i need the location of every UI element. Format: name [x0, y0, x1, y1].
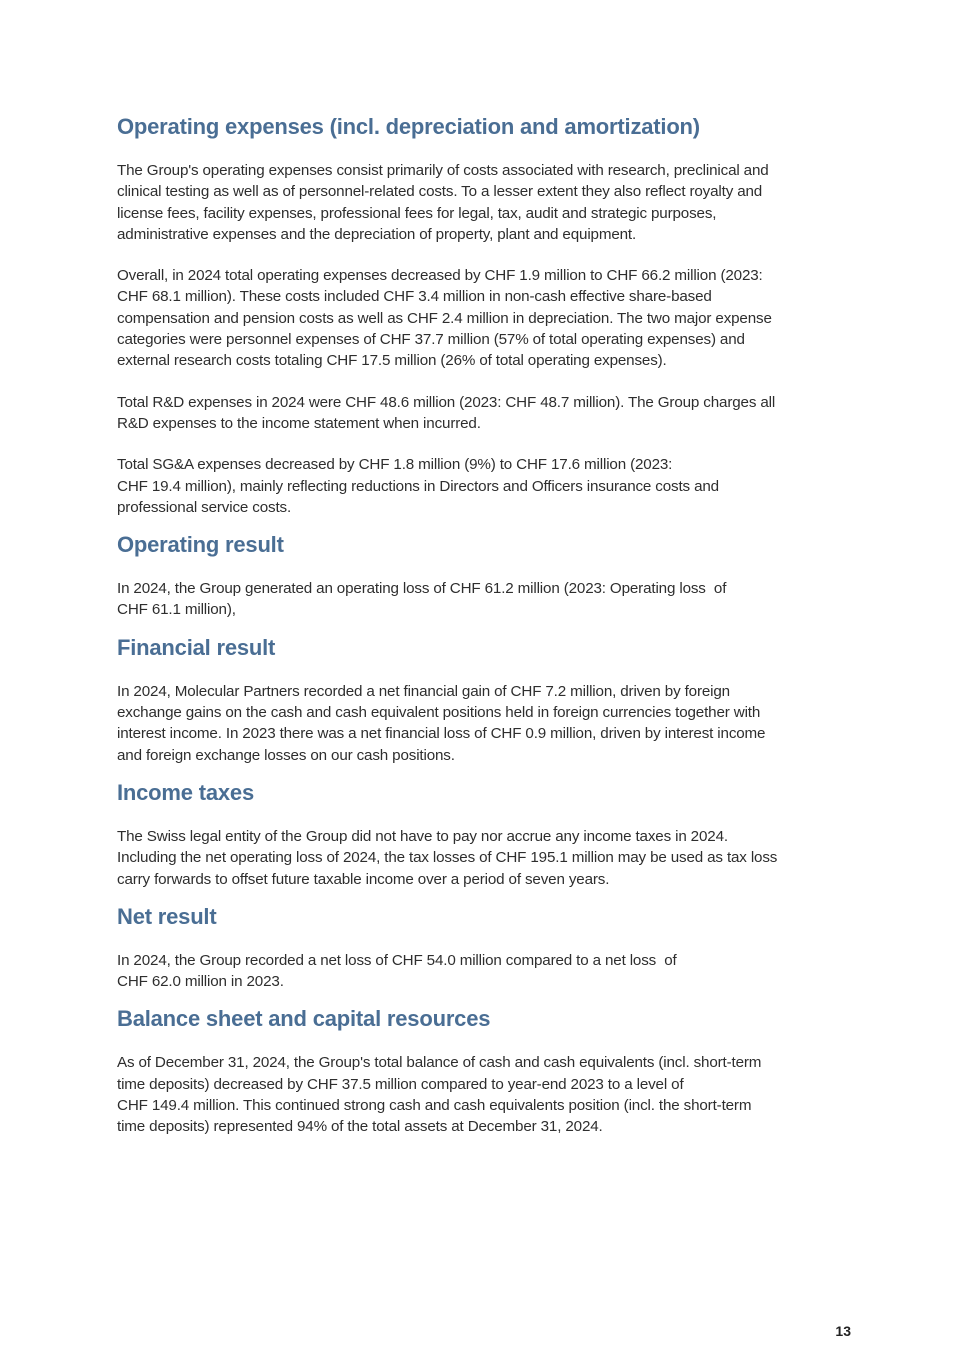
- heading-balance-sheet: Balance sheet and capital resources: [117, 1006, 491, 1032]
- heading-net-result: Net result: [117, 903, 217, 929]
- heading-operating-expenses: Operating expenses (incl. depreciation and amortization): [117, 114, 700, 139]
- page-number: 13: [835, 1323, 851, 1339]
- paragraph: Overall, in 2024 total operating expenses decreased by CHF 1.9 million to CHF 66.2 million (2023: CHF 68.1 million). These costs included CHF 3.4 million in non-cash effective share-based compensation and pension costs as well as CHF 2.4 million in depreciation. The two major expense categories were personnel expenses of CHF 37.7 million (57% of total operating expenses) and external research costs totaling CHF 17.5 million (26% of total operating expenses).: [117, 267, 772, 370]
- heading-income-taxes: Income taxes: [117, 779, 255, 805]
- paragraph: The Swiss legal entity of the Group did not have to pay nor accrue any income taxes in 2024. Including the net operating loss of 2024, the tax losses of CHF 195.1 million may be used as tax loss carry forwards to offset future taxable income over a period of seven years.: [117, 827, 778, 888]
- heading-operating-result: Operating result: [117, 532, 284, 558]
- paragraph: In 2024, the Group recorded a net loss of CHF 54.0 million compared to a net loss of CHF 62.0 million in 2023.: [117, 951, 677, 991]
- paragraph: Total R&D expenses in 2024 were CHF 48.6 million (2023: CHF 48.7 million). The Group charges all R&D expenses to the income statement when incurred.: [117, 393, 776, 432]
- paragraph: As of December 31, 2024, the Group's total balance of cash and cash equivalents (incl. short-term time deposits) decreased by CHF 37.5 million compared to year-end 2023 to a level of CHF 149.4 million. This continued strong cash and cash equivalents position (incl. the short-term time deposits) represented 94% of the total assets at December 31, 2024.: [117, 1054, 762, 1136]
- paragraph: The Group's operating expenses consist primarily of costs associated with research, preclinical and clinical testing as well as of personnel-related costs. To a lesser extent they also reflect royalty and license fees, facility expenses, professional fees for legal, tax, audit and strategic purposes, administrative expenses and the depreciation of property, plant and equipment.: [117, 162, 769, 243]
- paragraph: In 2024, the Group generated an operating loss of CHF 61.2 million (2023: Operating loss of CHF 61.1 million),: [117, 580, 727, 619]
- heading-financial-result: Financial result: [117, 634, 276, 660]
- document-body: [117, 113, 857, 1158]
- paragraph: In 2024, Molecular Partners recorded a net financial gain of CHF 7.2 million, driven by foreign exchange gains on the cash and cash equivalent positions held in foreign currencies together with interest income. In 2023 there was a net financial loss of CHF 0.9 million, driven by interest income and foreign exchange losses on our cash positions.: [117, 682, 766, 764]
- paragraph: Total SG&A expenses decreased by CHF 1.8 million (9%) to CHF 17.6 million (2023: CHF 19.4 million), mainly reflecting reductions in Directors and Officers insurance costs and professional service costs.: [117, 456, 719, 516]
